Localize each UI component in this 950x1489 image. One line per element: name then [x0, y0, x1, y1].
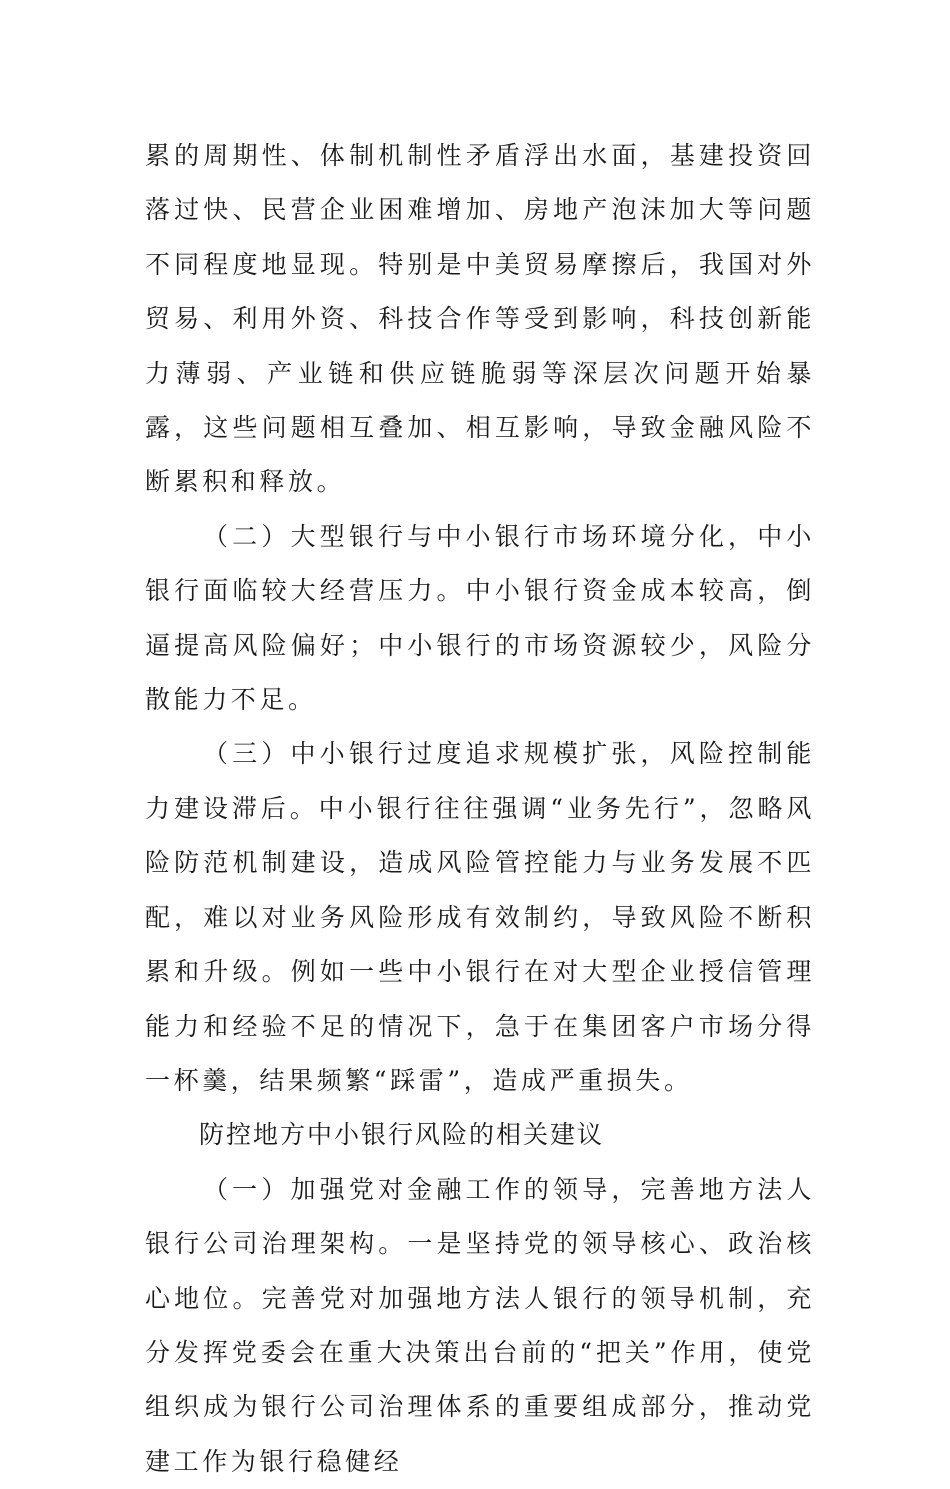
paragraph-suggestion-1: （一）加强党对金融工作的领导，完善地方法人银行公司治理架构。一是坚持党的领导核心、政治核心地位。完善党对加强地方法人银行的领导机制，充分发挥党委会在重大决策出台前的“把关”作用，使党组织成为银行公司治理体系的重要组成部分，推动党建工作为银行稳健经	[145, 1174, 815, 1476]
paragraph-section-2: （二）大型银行与中小银行市场环境分化，中小银行面临较大经营压力。中小银行资金成本较高，倒逼提高风险偏好；中小银行的市场资源较少，风险分散能力不足。	[145, 521, 815, 715]
paragraph-continuation: 累的周期性、体制机制性矛盾浮出水面，基建投资回落过快、民营企业困难增加、房地产泡沫加大等问题不同程度地显现。特别是中美贸易摩擦后，我国对外贸易、利用外资、科技合作等受到影响，科技创新能力薄弱、产业链和供应链脆弱等深层次问题开始暴露，这些问题相互叠加、相互影响，导致金融风险不断累积和释放。	[145, 141, 815, 497]
paragraph-section-3: （三）中小银行过度追求规模扩张，风险控制能力建设滞后。中小银行往往强调“业务先行”，忽略风险防范机制建设，造成风险管控能力与业务发展不匹配，难以对业务风险形成有效制约，导致风险不断积累和升级。例如一些中小银行在对大型企业授信管理能力和经验不足的情况下，急于在集团客户市场分得一杯羹，结果频繁“踩雷”，造成严重损失。	[145, 739, 815, 1095]
body-text	[145, 129, 815, 1489]
section-heading: 防控地方中小银行风险的相关建议	[199, 1120, 605, 1150]
